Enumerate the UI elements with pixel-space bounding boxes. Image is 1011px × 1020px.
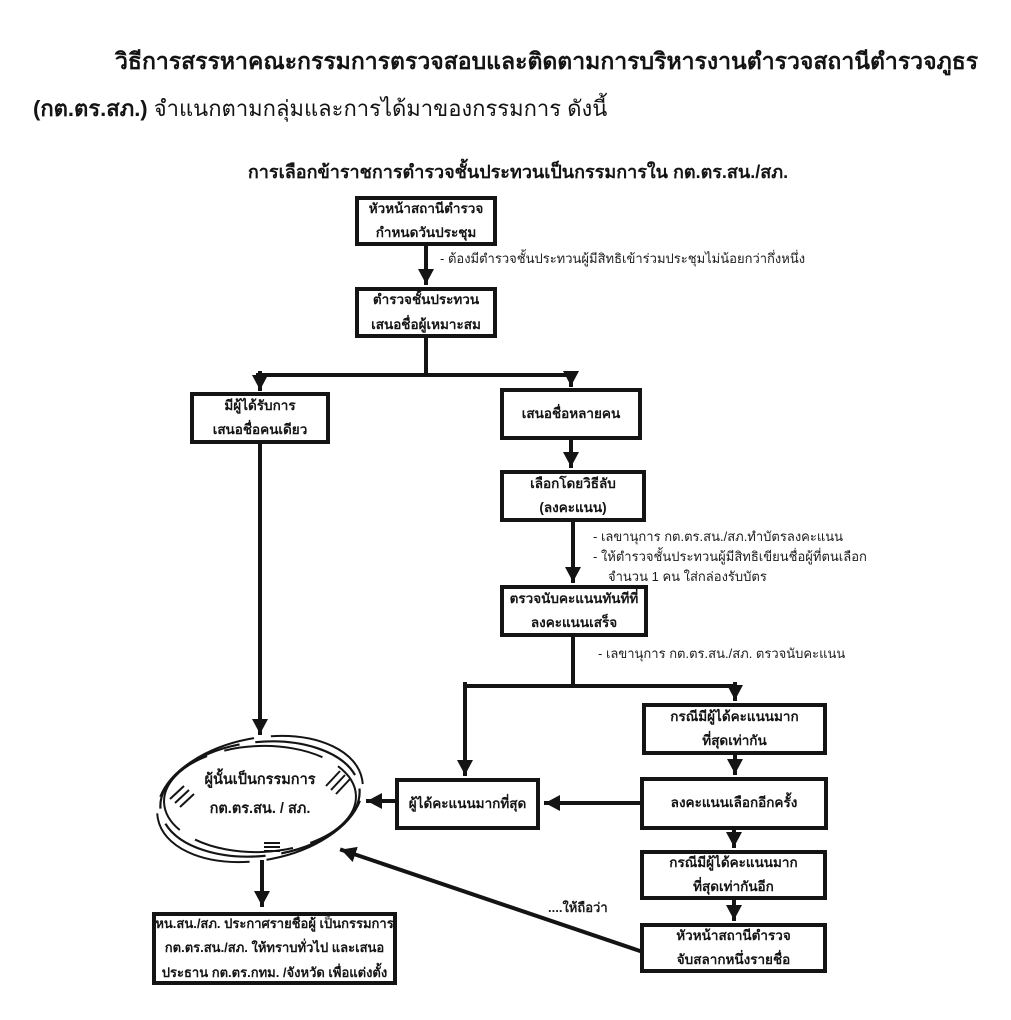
node-line: มีผู้ได้รับการ — [224, 397, 296, 413]
node-line: กต.ตร.สน./สภ. ให้ทราบทั่วไป และเสนอ — [164, 940, 385, 956]
node-many-nominees — [500, 388, 642, 440]
node-top-scorer — [395, 778, 540, 830]
node-line: เสนอชื่อคนเดียว — [212, 422, 308, 437]
node-line: เสนอชื่อหลายคน — [521, 405, 621, 421]
node-line: เสนอชื่อผู้เหมาะสม — [371, 316, 481, 332]
flowchart-title: การเลือกข้าราชการตำรวจชั้นประทวนเป็นกรรมการใน กต.ตร.สน./สภ. — [247, 162, 789, 182]
flow-arrows — [258, 246, 735, 951]
node-line: กรณีมีผู้ได้คะแนนมาก — [670, 708, 799, 724]
node-line: ผู้นั้นเป็นกรรมการ — [204, 772, 316, 788]
heading-abbreviation: (กต.ตร.สภ.) — [33, 96, 148, 121]
node-line: ประธาน กต.ตร.กทม. /จังหวัด เพื่อแต่งตั้ง — [161, 964, 388, 980]
note-ballot-secretary: - เลขานุการ กต.ตร.สน./สภ.ทำบัตรลงคะแนน — [593, 529, 844, 544]
node-revote — [640, 777, 828, 830]
node-single-nominee — [190, 392, 330, 444]
node-line: หัวหน้าสถานีตำรวจ — [676, 927, 791, 943]
node-count-votes — [500, 585, 648, 637]
node-result-committee — [158, 766, 362, 824]
node-line: ลงคะแนนเสร็จ — [530, 615, 618, 630]
node-line: (ลงคะแนน) — [539, 500, 607, 515]
heading-line1: วิธีการสรรหาคณะกรรมการตรวจสอบและติดตามการบริหารงานตำรวจสถานีตำรวจภูธร — [115, 48, 979, 74]
node-announce-result — [152, 912, 397, 985]
node-draw-lots — [640, 923, 827, 973]
node-propose-names — [355, 287, 497, 338]
node-line: ที่สุดเท่ากัน — [702, 733, 767, 748]
node-tie-again — [640, 850, 827, 900]
note-deemed-that: ....ให้ถือว่า — [548, 900, 608, 915]
node-secret-vote — [500, 470, 646, 522]
node-tie-case — [642, 703, 827, 755]
node-line: กต.ตร.สน. / สภ. — [209, 801, 311, 817]
node-set-meeting-date — [355, 196, 497, 246]
node-line: ผู้ได้คะแนนมากที่สุด — [408, 795, 527, 811]
node-line: กรณีมีผู้ได้คะแนนมาก — [669, 854, 798, 870]
heading-line2-text: จำแนกตามกลุ่มและการได้มาของกรรมการ ดังนี้ — [147, 96, 608, 121]
node-line: ที่สุดเท่ากันอีก — [693, 879, 774, 894]
node-line: จับสลากหนึ่งรายชื่อ — [676, 952, 791, 967]
node-line: หัวหน้าสถานีตำรวจ — [368, 200, 484, 216]
note-quorum: - ต้องมีตำรวจชั้นประทวนผู้มีสิทธิเข้าร่วมประชุมไม่น้อยกว่ากึ่งหนึ่ง — [440, 251, 806, 266]
node-line: เลือกโดยวิธีลับ — [530, 475, 616, 491]
node-line: หน.สน./สภ. ประกาศรายชื่อผู้ เป็นกรรมการ — [155, 916, 394, 932]
node-line: ตรวจนับคะแนนทันทีที่ — [509, 590, 639, 606]
note-ballot-box: จำนวน 1 คน ใส่กล่องรับบัตร — [608, 569, 767, 584]
note-ballot-write-name: - ให้ตำรวจชั้นประทวนผู้มีสิทธิเขียนชื่อผู้ที่ตนเลือก — [593, 549, 867, 564]
node-line: ตำรวจชั้นประทวน — [372, 292, 480, 308]
node-line: ลงคะแนนเลือกอีกครั้ง — [670, 795, 798, 811]
node-line: กำหนดวันประชุม — [375, 225, 477, 240]
note-count-secretary: - เลขานุการ กต.ตร.สน./สภ. ตรวจนับคะแนน — [598, 646, 846, 661]
